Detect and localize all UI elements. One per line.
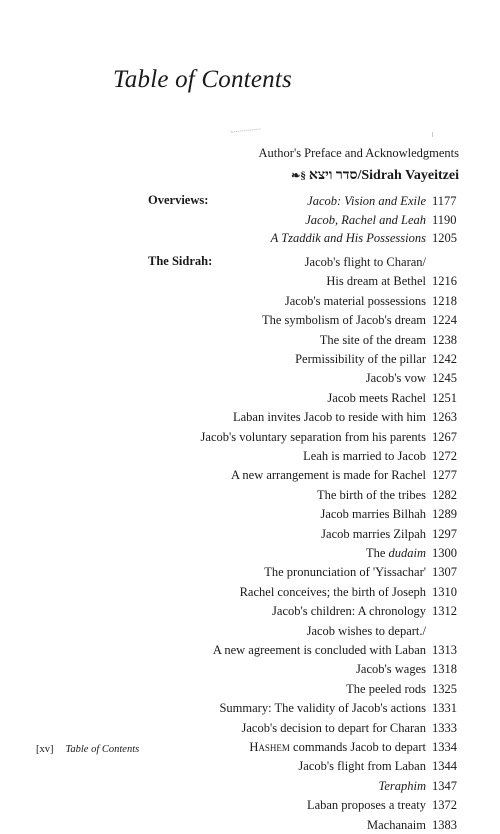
toc-entry-title: Jacob's material possessions [284, 293, 426, 308]
toc-entry-title: Leah is married to Jacob [303, 449, 426, 463]
toc-entry-page: 1177 [432, 194, 457, 208]
decorative-smudge [231, 128, 262, 138]
toc-entry-page: 1272 [432, 449, 457, 463]
toc-entry-title: Jacob: Vision and Exile [307, 194, 426, 208]
toc-entry[interactable] [0, 700, 500, 717]
toc-entry[interactable] [0, 661, 500, 678]
toc-entry-page: 1289 [432, 507, 457, 522]
toc-entry-title: Jacob marries Zilpah [321, 526, 426, 541]
toc-entry[interactable] [0, 370, 500, 387]
toc-entry-page: 1325 [432, 681, 457, 696]
toc-entry-title-part: Teraphim [378, 778, 426, 793]
toc-entry-title-part: dudaim [388, 546, 426, 560]
overviews-label: Overviews: [148, 193, 209, 207]
toc-entry-title: The site of the dream [319, 332, 426, 347]
toc-entry-page: 1245 [432, 371, 457, 386]
toc-entry-page: 1312 [432, 604, 457, 619]
toc-entry-page: 1218 [432, 293, 457, 308]
toc-entry-page: 1344 [432, 759, 457, 774]
toc-entry-page: 1224 [432, 313, 457, 328]
decorative-tick [432, 132, 433, 137]
toc-entry-page: 1282 [432, 487, 457, 502]
toc-entry-title: Jacob marries Bilhah [320, 507, 426, 522]
toc-entry-page: 1307 [432, 565, 457, 580]
toc-entry-title: Jacob meets Rachel [327, 390, 426, 405]
sidrah-label: The Sidrah: [148, 254, 213, 268]
toc-entry-title: Laban invites Jacob to reside with him [232, 410, 426, 425]
ornament-icon: ❧§ [291, 170, 306, 182]
toc-entry[interactable] [0, 564, 500, 581]
toc-entry[interactable] [0, 230, 500, 247]
toc-entry-page: 1238 [432, 332, 457, 347]
toc-entry[interactable] [0, 506, 500, 523]
toc-entry[interactable] [0, 332, 500, 349]
toc-entry-title: Jacob's flight to Charan/ [304, 255, 426, 269]
toc-entry-title [366, 545, 426, 562]
toc-entry[interactable] [0, 390, 500, 407]
toc-entry-title [249, 739, 426, 756]
toc-entry[interactable] [0, 467, 500, 484]
toc-entry-title: Jacob's voluntary separation from his parents [200, 429, 426, 444]
toc-entry-page: 1383 [432, 817, 457, 832]
toc-entry-title: The peeled rods [346, 681, 426, 696]
toc-entry-page: 1242 [432, 352, 457, 366]
toc-entry-page: 1277 [432, 468, 457, 483]
toc-entry[interactable] [0, 273, 500, 290]
toc-entry[interactable] [0, 351, 500, 368]
toc-entry-title-part: Hashem [249, 740, 290, 754]
toc-entry[interactable] [0, 817, 500, 834]
toc-entry-title-part: The [365, 546, 389, 560]
toc-entry-page: 1318 [432, 662, 457, 677]
page-footer [36, 744, 139, 755]
toc-entry-title: Jacob's vow [365, 371, 426, 386]
toc-entry[interactable] [0, 758, 500, 775]
toc-entry-title: Machanaim [366, 817, 426, 832]
toc-entry-page: 1190 [432, 212, 457, 227]
toc-entry-title: The birth of the tribes [317, 487, 426, 502]
toc-entry-title [379, 778, 426, 795]
sidrah-english-name: /Sidrah Vayeitzei [357, 168, 459, 183]
toc-entry-title: Jacob wishes to depart./ [306, 623, 426, 638]
footer-title: Table of Contents [65, 744, 140, 755]
toc-entry[interactable] [0, 545, 500, 562]
toc-entry-title: Jacob's decision to depart for Charan [241, 720, 426, 735]
sidrah-hebrew-name: סדר ויצא [308, 168, 358, 183]
sidrah-heading[interactable] [291, 167, 459, 185]
toc-entry-page: 1216 [432, 274, 457, 289]
toc-entry-title: A new agreement is concluded with Laban [212, 643, 426, 657]
toc-entry-title: Jacob's flight from Laban [298, 759, 426, 774]
toc-entry-title: Summary: The validity of Jacob's actions [219, 701, 426, 716]
toc-entry-title-part: commands Jacob to depart [289, 740, 426, 754]
toc-entry-page: 1297 [432, 526, 457, 541]
toc-entry[interactable] [0, 409, 500, 426]
toc-entry-page: 1300 [432, 546, 457, 560]
page-title: Table of Contents [113, 66, 292, 93]
toc-entry-title: Jacob, Rachel and Leah [305, 212, 426, 227]
toc-entry[interactable] [0, 797, 500, 814]
toc-entry-page: 1333 [432, 720, 457, 735]
toc-entry-page: 1251 [432, 390, 457, 405]
toc-entry-page: 1334 [432, 740, 457, 754]
toc-entry-title: Permissibility of the pillar [295, 352, 426, 366]
toc-entry[interactable] [0, 312, 500, 329]
toc-entry[interactable] [0, 429, 500, 446]
toc-entry[interactable] [0, 642, 500, 659]
toc-entry[interactable] [0, 778, 500, 795]
toc-entry[interactable] [0, 526, 500, 543]
toc-entry[interactable] [0, 487, 500, 504]
toc-entry-title: The symbolism of Jacob's dream [261, 313, 426, 328]
toc-entry-title: A new arrangement is made for Rachel [230, 468, 426, 483]
toc-entry[interactable] [0, 448, 500, 465]
toc-entry[interactable] [0, 193, 500, 210]
toc-entry[interactable] [0, 293, 500, 310]
toc-entry-page: 1205 [432, 231, 457, 245]
toc-entry[interactable] [0, 681, 500, 698]
toc-entry-title: Laban proposes a treaty [306, 798, 426, 813]
toc-entry[interactable] [0, 603, 500, 620]
toc-entry-page: 1310 [432, 584, 457, 599]
footer-page-number: [xv] [36, 744, 54, 755]
toc-entry-title: The pronunciation of 'Yissachar' [264, 565, 426, 580]
toc-entry[interactable] [0, 212, 500, 229]
toc-entry-title: Rachel conceives; the birth of Joseph [239, 584, 426, 599]
toc-entry-page: 1313 [432, 643, 457, 657]
toc-entry-page: 1372 [432, 798, 457, 813]
toc-entry-page: 1263 [432, 410, 457, 425]
toc-entry[interactable] [0, 254, 500, 271]
toc-entry-title: A Tzaddik and His Possessions [270, 231, 426, 245]
toc-entry-title: Jacob's children: A chronology [272, 604, 426, 619]
toc-entry[interactable] [0, 720, 500, 737]
toc-entry-title: Jacob's wages [356, 662, 426, 677]
toc-entry[interactable] [0, 623, 500, 640]
toc-entry-page: 1267 [432, 429, 457, 444]
toc-entry[interactable] [0, 584, 500, 601]
toc-entry-page: 1331 [432, 701, 457, 716]
toc-entry-page: 1347 [432, 778, 457, 793]
preface-entry[interactable]: Author's Preface and Acknowledgments [258, 146, 459, 160]
toc-entry-title: His dream at Bethel [326, 274, 426, 289]
